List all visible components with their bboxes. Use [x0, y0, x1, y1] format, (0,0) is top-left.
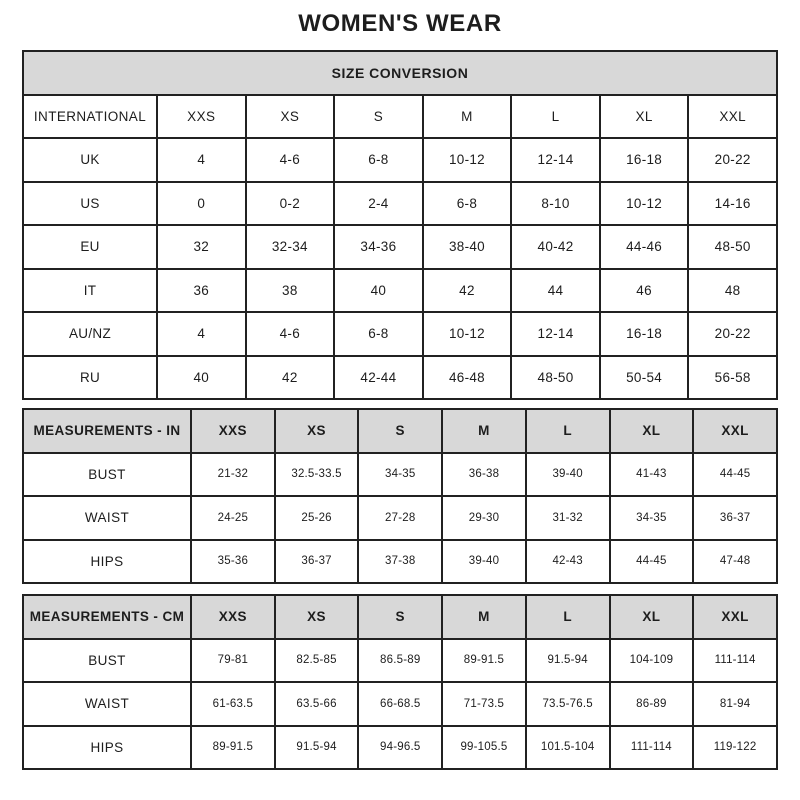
value-cell: 25-26 — [275, 496, 359, 540]
page-title: WOMEN'S WEAR — [298, 10, 502, 37]
row-label-cell: WAIST — [23, 496, 191, 540]
value-cell: 42-44 — [334, 356, 423, 400]
value-cell: 35-36 — [191, 540, 275, 584]
column-header-cell: XXL — [693, 409, 777, 453]
value-cell: 2-4 — [334, 182, 423, 226]
table-row — [23, 453, 777, 497]
value-cell: 10-12 — [423, 138, 512, 182]
value-cell: 46 — [600, 269, 689, 313]
row-label-cell: HIPS — [23, 540, 191, 584]
column-header-cell: XXS — [191, 409, 275, 453]
value-cell: 73.5-76.5 — [526, 682, 610, 726]
value-cell: 12-14 — [511, 312, 600, 356]
value-cell: 82.5-85 — [275, 639, 359, 683]
value-cell: 32 — [157, 225, 246, 269]
value-cell: 16-18 — [600, 138, 689, 182]
value-cell: 48 — [688, 269, 777, 313]
value-cell: 38 — [246, 269, 335, 313]
table-banner-row — [23, 51, 777, 95]
value-cell: 6-8 — [334, 138, 423, 182]
value-cell: 20-22 — [688, 312, 777, 356]
value-cell: 4-6 — [246, 312, 335, 356]
column-header-cell: XXS — [157, 95, 246, 139]
table-banner: SIZE CONVERSION — [23, 51, 777, 95]
column-header-cell: XL — [610, 595, 694, 639]
column-header-cell: S — [334, 95, 423, 139]
value-cell: 4 — [157, 312, 246, 356]
row-label-cell: WAIST — [23, 682, 191, 726]
value-cell: 44-45 — [610, 540, 694, 584]
value-cell: 10-12 — [600, 182, 689, 226]
value-cell: 86-89 — [610, 682, 694, 726]
value-cell: 40 — [157, 356, 246, 400]
value-cell: 101.5-104 — [526, 726, 610, 770]
value-cell: 32.5-33.5 — [275, 453, 359, 497]
measurements-in-table — [22, 408, 778, 584]
column-header-cell: XL — [600, 95, 689, 139]
column-header-cell: M — [442, 595, 526, 639]
value-cell: 40 — [334, 269, 423, 313]
value-cell: 111-114 — [610, 726, 694, 770]
header-row — [23, 95, 777, 139]
table-row — [23, 726, 777, 770]
value-cell: 31-32 — [526, 496, 610, 540]
table-row — [23, 312, 777, 356]
value-cell: 0 — [157, 182, 246, 226]
value-cell: 47-48 — [693, 540, 777, 584]
header-row — [23, 409, 777, 453]
value-cell: 91.5-94 — [275, 726, 359, 770]
column-header-cell: XXS — [191, 595, 275, 639]
value-cell: 32-34 — [246, 225, 335, 269]
header-label-cell: MEASUREMENTS - CM — [23, 595, 191, 639]
table-row — [23, 182, 777, 226]
value-cell: 37-38 — [358, 540, 442, 584]
value-cell: 46-48 — [423, 356, 512, 400]
value-cell: 34-35 — [358, 453, 442, 497]
value-cell: 91.5-94 — [526, 639, 610, 683]
value-cell: 27-28 — [358, 496, 442, 540]
value-cell: 71-73.5 — [442, 682, 526, 726]
value-cell: 10-12 — [423, 312, 512, 356]
value-cell: 6-8 — [423, 182, 512, 226]
table-row — [23, 356, 777, 400]
value-cell: 48-50 — [511, 356, 600, 400]
value-cell: 41-43 — [610, 453, 694, 497]
value-cell: 4-6 — [246, 138, 335, 182]
value-cell: 66-68.5 — [358, 682, 442, 726]
table-row — [23, 682, 777, 726]
value-cell: 44 — [511, 269, 600, 313]
value-cell: 21-32 — [191, 453, 275, 497]
value-cell: 44-45 — [693, 453, 777, 497]
value-cell: 50-54 — [600, 356, 689, 400]
header-label-cell: MEASUREMENTS - IN — [23, 409, 191, 453]
table-row — [23, 639, 777, 683]
table-row — [23, 269, 777, 313]
column-header-cell: S — [358, 595, 442, 639]
column-header-cell: L — [526, 409, 610, 453]
column-header-cell: XL — [610, 409, 694, 453]
value-cell: 111-114 — [693, 639, 777, 683]
row-label-cell: EU — [23, 225, 157, 269]
value-cell: 89-91.5 — [191, 726, 275, 770]
value-cell: 94-96.5 — [358, 726, 442, 770]
value-cell: 34-36 — [334, 225, 423, 269]
value-cell: 42-43 — [526, 540, 610, 584]
value-cell: 63.5-66 — [275, 682, 359, 726]
value-cell: 99-105.5 — [442, 726, 526, 770]
value-cell: 119-122 — [693, 726, 777, 770]
value-cell: 20-22 — [688, 138, 777, 182]
value-cell: 44-46 — [600, 225, 689, 269]
value-cell: 40-42 — [511, 225, 600, 269]
value-cell: 61-63.5 — [191, 682, 275, 726]
value-cell: 42 — [423, 269, 512, 313]
size-conversion-table — [22, 50, 778, 400]
row-label-cell: UK — [23, 138, 157, 182]
column-header-cell: XXL — [688, 95, 777, 139]
column-header-cell: M — [442, 409, 526, 453]
column-header-cell: XS — [275, 409, 359, 453]
table-row — [23, 225, 777, 269]
measurements-cm-table — [22, 594, 778, 770]
value-cell: 12-14 — [511, 138, 600, 182]
column-header-cell: XS — [246, 95, 335, 139]
value-cell: 36 — [157, 269, 246, 313]
value-cell: 8-10 — [511, 182, 600, 226]
value-cell: 6-8 — [334, 312, 423, 356]
column-header-cell: M — [423, 95, 512, 139]
table-row — [23, 496, 777, 540]
value-cell: 36-37 — [275, 540, 359, 584]
value-cell: 42 — [246, 356, 335, 400]
value-cell: 0-2 — [246, 182, 335, 226]
column-header-cell: S — [358, 409, 442, 453]
row-label-cell: BUST — [23, 639, 191, 683]
value-cell: 34-35 — [610, 496, 694, 540]
value-cell: 81-94 — [693, 682, 777, 726]
value-cell: 48-50 — [688, 225, 777, 269]
value-cell: 4 — [157, 138, 246, 182]
row-label-cell: AU/NZ — [23, 312, 157, 356]
value-cell: 104-109 — [610, 639, 694, 683]
value-cell: 29-30 — [442, 496, 526, 540]
value-cell: 36-38 — [442, 453, 526, 497]
value-cell: 86.5-89 — [358, 639, 442, 683]
table-row — [23, 540, 777, 584]
value-cell: 16-18 — [600, 312, 689, 356]
value-cell: 36-37 — [693, 496, 777, 540]
table-row — [23, 138, 777, 182]
value-cell: 89-91.5 — [442, 639, 526, 683]
header-row — [23, 595, 777, 639]
column-header-cell: XS — [275, 595, 359, 639]
row-label-cell: HIPS — [23, 726, 191, 770]
value-cell: 38-40 — [423, 225, 512, 269]
value-cell: 79-81 — [191, 639, 275, 683]
row-label-cell: RU — [23, 356, 157, 400]
value-cell: 24-25 — [191, 496, 275, 540]
value-cell: 39-40 — [442, 540, 526, 584]
row-label-cell: BUST — [23, 453, 191, 497]
row-label-cell: US — [23, 182, 157, 226]
value-cell: 14-16 — [688, 182, 777, 226]
column-header-cell: XXL — [693, 595, 777, 639]
row-label-cell: IT — [23, 269, 157, 313]
value-cell: 39-40 — [526, 453, 610, 497]
value-cell: 56-58 — [688, 356, 777, 400]
column-header-cell: L — [526, 595, 610, 639]
header-label-cell: INTERNATIONAL — [23, 95, 157, 139]
column-header-cell: L — [511, 95, 600, 139]
